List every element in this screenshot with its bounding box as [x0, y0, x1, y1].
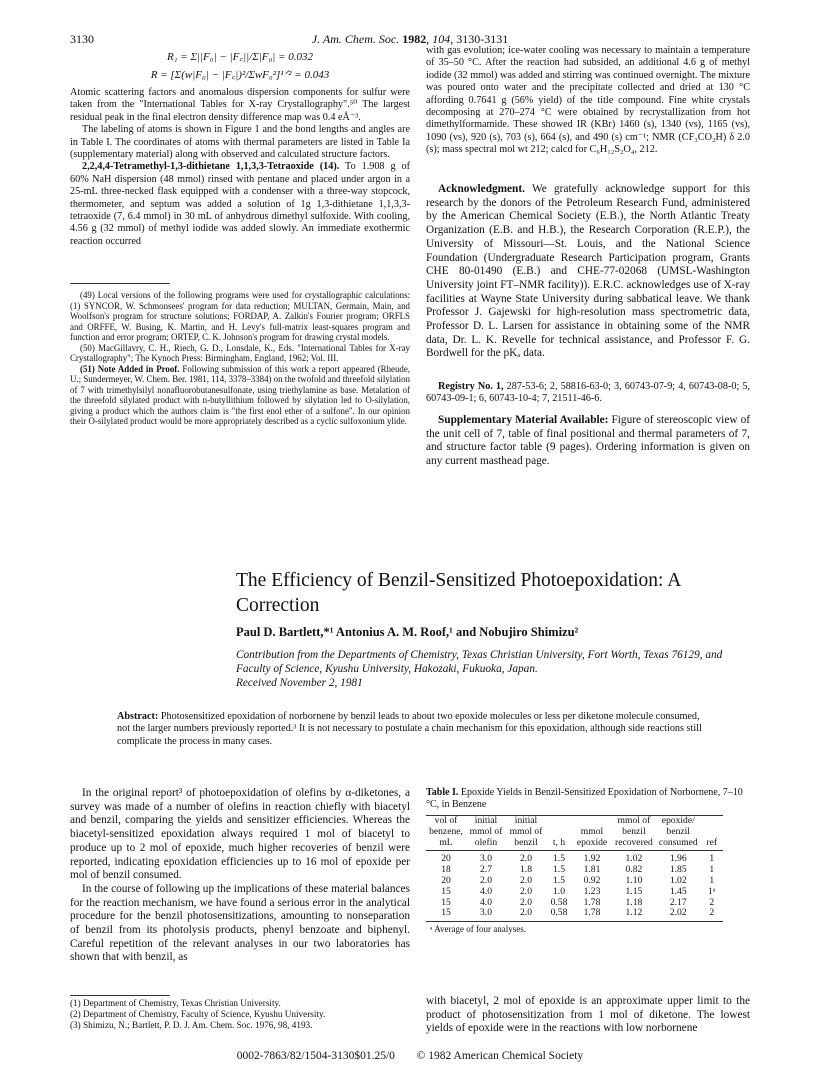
table-header-cell: epoxide/ benzil consumed [656, 816, 701, 851]
table-cell: 2 [701, 908, 723, 921]
table-cell: 0.82 [625, 864, 643, 876]
table-header-cell: mmol of benzil recovered [612, 816, 656, 851]
footnote-divider [70, 283, 170, 284]
table-cell: 2.0 [520, 853, 532, 865]
table-cell: 1.5 [553, 874, 565, 886]
equation-r1: R₁ = Σ||F₀| − |F꜀||/Σ|F₀| = 0.032 [167, 51, 313, 63]
table-cell: 2.0 [520, 874, 532, 886]
table-cell: 1.02 [669, 874, 687, 886]
table-cell: 1.0 [553, 885, 565, 897]
paragraph: with biacetyl, 2 mol of epoxide is an approximate upper limit to the product of photosensitization from 1 mol of diketone. The lowest yields of epoxide were in the reactions with low norbornene [426, 995, 750, 1035]
footnote-50: (50) MacGillavry, C. H., Riech, G. D., Lonsdale, K., Eds. "International Tables for X-ray Crystallography"; The Kynoch Press: Birmingham, England, 1962; Vol. III. [70, 342, 410, 363]
compound-heading: 2,2,4,4-Tetramethyl-1,3-dithietane 1,1,3,3-Tetraoxide (14). [82, 161, 340, 173]
table-header-cell: t, h [546, 816, 572, 851]
abstract-text: Photosensitized epoxidation of norbornene by benzil leads to about two epoxide molecules or less per diketone molecule consumed, not the larger numbers previously reported.³ It is not necessary to postulate a chain mechanism for this epoxidation, although side reactions still complicate the process in many cases. [117, 711, 702, 747]
journal-pages: , 3130-3131 [450, 32, 509, 46]
paragraph: In the course of following up the implications of these material balances for the reaction mechanism, we have found a serious error in the analytical procedure for the benzil photosensitizations, amounting to nonseparation of benzil from its photolysis products, phenyl benzoate and biphenyl. Careful repetition of the relevant analyses in our two laboratories has shown that with benzil, as [70, 882, 410, 964]
table-cell: 18 [441, 864, 451, 876]
abstract-label: Abstract: [117, 711, 159, 722]
table-cell: 15 [441, 896, 451, 908]
table-cell: 0.92 [583, 874, 601, 886]
table-cell: 1ᵃ [708, 885, 716, 897]
table-cell: 2.0 [520, 885, 532, 897]
page-number: 3130 [70, 32, 94, 46]
supplementary-text: Figure of stereoscopic view of the unit cell of 7, table of final positional and thermal parameters of 7, and structure factor table (9 pages). Ordering information is given on any current masthead page. [426, 414, 750, 468]
running-header: J. Am. Chem. Soc. 1982, 104, 3130-3131 [311, 32, 509, 46]
table-cell: 1.02 [625, 853, 643, 865]
table-cell: 1 [709, 853, 715, 865]
supplementary-material [426, 414, 750, 469]
body-left-column [70, 787, 410, 965]
table-cell: 1.45 [669, 885, 687, 897]
footer-code: 0002-7863/82/1504-3130$01.25/0 [236, 1050, 395, 1062]
abstract [117, 711, 713, 748]
page-footer [0, 1050, 820, 1062]
body-right-column [426, 995, 750, 1036]
table-cell: 2.0 [520, 896, 532, 908]
footnote-49: (49) Local versions of the following programs were used for crystallographic calculations: (1) SYNCOR, W. Schmonsees' program for data reduction; MULTAN, Germain, Main, and Woolfson's program for structure solutions; FORDAP, A. Zalkin's Fourier program; ORFLS and ORFFE, W. Busing, K. Martin, and H. Levy's full-matrix least-squares program and function and error program; ORTEP, C. K. Johnson's program for drawing crystal models. [70, 290, 410, 342]
table-row [426, 851, 723, 865]
table-footnote: ᵃ Average of four analyses. [430, 924, 527, 935]
note-added-heading: (51) Note Added in Proof. [80, 363, 180, 374]
journal-name: J. Am. Chem. Soc. [311, 32, 400, 46]
acknowledgment-heading: Acknowledgment. [438, 183, 525, 195]
table-cell: 4.0 [480, 885, 492, 897]
table-cell: 2 [709, 896, 715, 908]
equation-r: R = [Σ(w|F₀| − |F꜀|)²/ΣwF₀²]¹ᐟ² = 0.043 [150, 69, 330, 81]
article-affiliation [236, 648, 736, 690]
footnotes-bottom [70, 998, 430, 1030]
registry-text: 287-53-6; 2, 58816-63-0; 3, 60743-07-9; 4, 60743-08-0; 5, 60743-09-1; 6, 60743-10-4; 7, 21511-46-6. [426, 381, 750, 405]
paragraph: The labeling of atoms is shown in Figure 1 and the bond lengths and angles are in Table I. The coordinates of atoms with thermal parameters are listed in Table Ia (supplementary material) along with observed and calculated structure factors. [70, 124, 410, 161]
paragraph: In the original report³ of photoepoxidation of olefins by α-diketones, a survey was made of a number of olefins in reaction chiefly with biacetyl and benzil, comparing the yields and sensitizer efficiencies. Whereas the biacetyl-sensitized epoxidation always required 1 mol of biacetyl to produce up to 2 mol of epoxide, much higher recoveries of benzil were reported, indicating epoxidation efficiencies up to 16 mol of epoxide per mol of benzil consumed. [70, 787, 410, 882]
table-cell: 3.0 [466, 908, 506, 921]
supplementary-heading: Supplementary Material Available: [438, 414, 609, 426]
table-header-cell: initial mmol of olefin [466, 816, 506, 851]
table-cell: 0.58 [550, 896, 568, 908]
table-cell: 1.81 [583, 864, 601, 876]
footnotes-top [70, 290, 410, 427]
table-cell: 1.5 [553, 853, 565, 865]
table-cell: 2.0 [480, 874, 492, 886]
table-cell: 0.58 [546, 908, 572, 921]
footer-copyright: © 1982 American Chemical Society [416, 1050, 584, 1062]
table-cell: 15 [441, 885, 451, 897]
table-cell: 2.02 [656, 908, 701, 921]
paragraph [70, 161, 410, 248]
table-cell: 3.0 [480, 853, 492, 865]
table-row [426, 887, 723, 898]
footnote-51 [70, 364, 410, 427]
journal-year: 1982 [402, 32, 427, 46]
left-column-top [70, 50, 410, 248]
table-cell: 1.8 [520, 864, 532, 876]
table-header-row [426, 816, 723, 851]
table-cell: 1 [709, 874, 715, 886]
registry-numbers [426, 381, 750, 406]
table-cell: 1.18 [625, 896, 643, 908]
table-header-cell: vol of benzene, mL [426, 816, 466, 851]
footnote-51-text: Following submission of this work a report appeared (Rheude, U.; Sundermeyer, W. Chem. Ber. 1981, 114, 3378–3384) on the twofold and threefold silylation of 7 with trimethylsilyl nonafluorobutanesulfonate, using triethylamine as base. Metalation of the threefold silylated product with n-butyllithium followed by silylation led to O-silylation, giving a product which the authors claim is "the first enol ether of a sulfone". In our opinion their O-silylated product would be more appropriately described as a cyclic sulfoxonium ylide. [70, 363, 410, 426]
table-cell: 2.0 [506, 908, 546, 921]
footnote-1: (1) Department of Chemistry, Texas Christian University. [70, 998, 281, 1008]
table-cell: 15 [426, 908, 466, 921]
table-cell: 1.23 [583, 885, 601, 897]
footnote-2: (2) Department of Chemistry, Faculty of Science, Kyushu University. [70, 1008, 326, 1019]
table-cell: 1.15 [625, 885, 643, 897]
table-row [426, 908, 723, 921]
table-cell: 1.92 [583, 853, 601, 865]
table-cell: 1.85 [669, 864, 687, 876]
paragraph-text: To 1.908 g of 60% NaH dispersion (48 mmol) rinsed with pentane and placed under argon in a 25-mL three-necked flask equipped with a condenser with a three-way stopcock, thermometer, and septum was added a solution of 1g 1,3-dithietane 1,1,3,3-tetraoxide (7, 6.4 mmol) in 30 mL of anhydrous dimethyl sulfoxide. With cooling, 4.56 g (32 mmol) of methyl iodide was added slowly. An immediate exothermic reaction occurred [70, 161, 410, 247]
table-header-cell: mmol epoxide [572, 816, 612, 851]
acknowledgment-text: We gratefully acknowledge support for this research by the donors of the Petroleum Research Fund, administered by the American Chemical Society (E.B.), the North Atlantic Treaty Organization (E.B. and H.B.), the Research Corporation (R.E.P.), the University of Missouri—St. Louis, and the National Science Foundation (Undergraduate Research Participation program, Grants CHE 80-01490 (E.B.) and CHE-77-02068 (UMSL-Washington University joint FT–NMR facility)). E.R.C. acknowledges use of X-ray facilities at Wayne State University during sabbatical leave. We thank Professor J. Gajewski for high-resolution mass spectrometric data, Professor D. L. Larsen for assistance in obtaining some of the NMR data, Dr. L. K. Revelle for technical assistance, and Professor F. G. Bordwell for the pKₐ data. [426, 183, 750, 360]
table-cell: 1.78 [572, 908, 612, 921]
table-caption-text: Epoxide Yields in Benzil-Sensitized Epoxidation of Norbornene, 7–10 °C, in Benzene [426, 787, 743, 810]
paragraph: with gas evolution; ice-water cooling was necessary to maintain a temperature of 35–50 °C. After the reaction had subsided, an additional 4.6 g of methyl iodide (32 mmol) was added and stirring was continued overnight. The mixture was poured onto water and the precipitate collected and dried at 130 °C affording 0.7641 g (56% yield) of the title compound. Fine white crystals decomposing at 270–274 °C were obtained by recrystallization from hot dimethylformamide. These showed IR (KBr) 1460 (s), 1340 (vs), 1165 (vs), 1090 (vs), 920 (s), 703 (s), 664 (s), and 490 (s) cm⁻¹; NMR (CF₃CO₂H) δ 2.0 (s); mass spectral mol wt 212; calcd for C₆H₁₂S₂O₄, 212. [426, 45, 750, 156]
table-cell: 20 [441, 874, 451, 886]
table-cell: 1.78 [583, 896, 601, 908]
table-cell: 1.5 [553, 864, 565, 876]
article-authors: Paul D. Bartlett,*¹ Antonius A. M. Roof,¹ and Nobujiro Shimizu² [236, 625, 579, 639]
table-cell: 2.17 [669, 896, 687, 908]
table-cell: 2.7 [480, 864, 492, 876]
right-column-top [426, 45, 750, 157]
table-cell: 1.96 [669, 853, 687, 865]
article-title: The Efficiency of Benzil-Sensitized Photoepoxidation: A Correction [236, 570, 681, 616]
table-cell: 20 [441, 853, 451, 865]
journal-volume: 104 [432, 32, 451, 46]
registry-heading: Registry No. 1, [438, 381, 504, 392]
table-header-cell: ref [701, 816, 723, 851]
footnote-3: (3) Shimizu, N.; Bartlett, P. D. J. Am. Chem. Soc. 1976, 98, 4193. [70, 1019, 313, 1030]
paragraph: Atomic scattering factors and anomalous dispersion components for sulfur were taken from the "International Tables for X-ray Crystallography".⁵⁰ The largest residual peak in the final electron density difference map was 0.4 eÅ⁻³. [70, 87, 410, 123]
table-cell: 1.10 [625, 874, 643, 886]
table-header-cell: initial mmol of benzil [506, 816, 546, 851]
table-caption-label: Table I. [426, 787, 459, 798]
received-date: Received November 2, 1981 [236, 677, 363, 689]
affiliation-text: Contribution from the Departments of Chemistry, Texas Christian University, Fort Worth, Texas 76129, and Faculty of Science, Kyushu University, Hakozaki, Fukuoka, Japan. [236, 649, 723, 675]
table-cell: 4.0 [480, 896, 492, 908]
table-cell: 1.12 [612, 908, 656, 921]
footnote-divider [70, 995, 170, 996]
table-1 [426, 815, 723, 934]
acknowledgment [426, 183, 750, 361]
table-caption [426, 787, 750, 811]
table-cell: 1 [709, 864, 715, 876]
